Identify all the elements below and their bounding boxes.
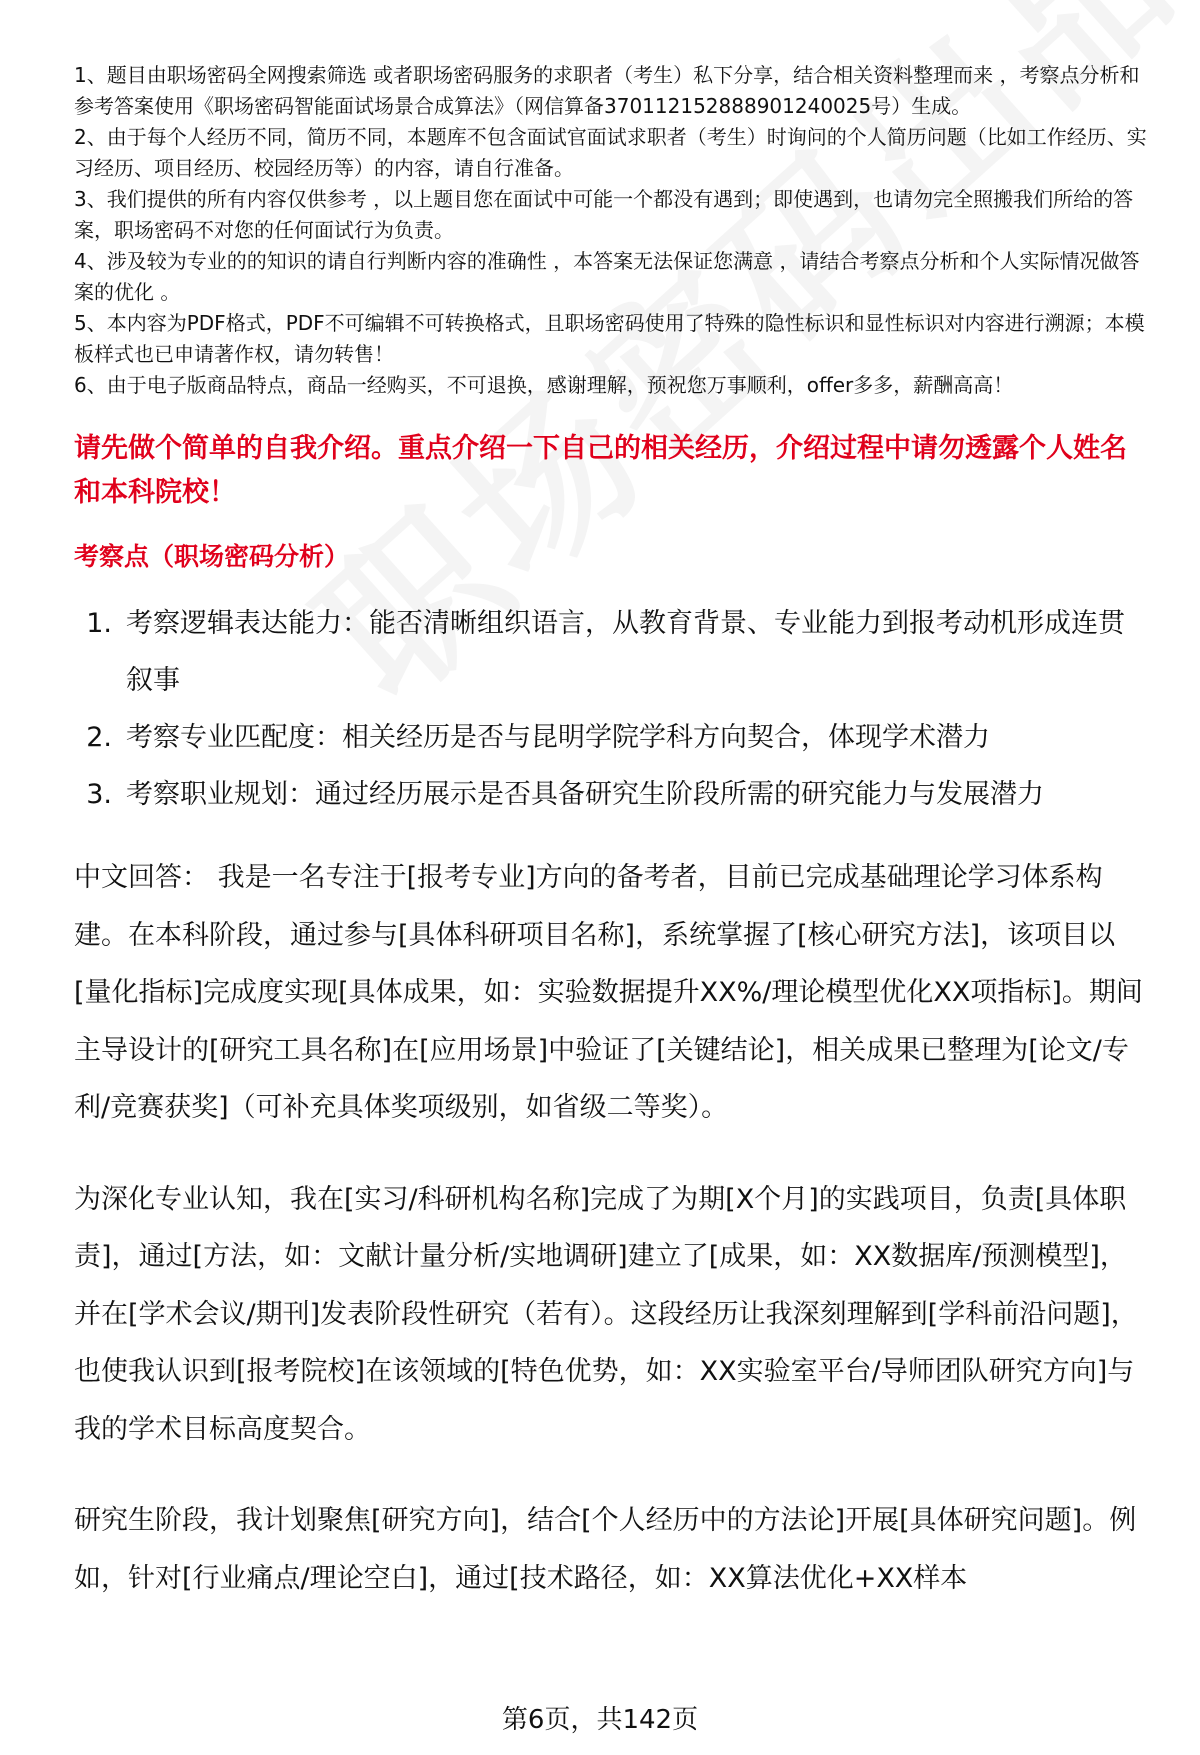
disclaimer-notes bbox=[74, 60, 1150, 401]
analysis-point bbox=[74, 595, 1150, 709]
point-number: 3. bbox=[86, 779, 112, 810]
point-number: 2. bbox=[86, 722, 112, 753]
disclaimer-note: 4、涉及较为专业的的知识的请自行判断内容的准确性 ，本答案无法保证您满意 ，请结合考察点分析和个人实际情况做答案的优化 。 bbox=[74, 249, 1140, 304]
analysis-heading: 考察点（职场密码分析） bbox=[74, 542, 350, 571]
point-number: 1. bbox=[86, 608, 112, 639]
disclaimer-note: 2、由于每个人经历不同，简历不同，本题库不包含面试官面试求职者（考生）时询问的个人简历问题（比如工作经历、实习经历、项目经历、校园经历等）的内容，请自行准备。 bbox=[74, 125, 1147, 180]
interview-question: 请先做个简单的自我介绍。重点介绍一下自己的相关经历，介绍过程中请勿透露个人姓名和本科院校！ bbox=[74, 433, 1127, 508]
page-number-footer: 第6页，共142页 bbox=[501, 1705, 699, 1735]
page-content bbox=[74, 60, 1150, 1607]
disclaimer-note: 5、本内容为PDF格式，PDF不可编辑不可转换格式，且职场密码使用了特殊的隐性标识和显性标识对内容进行溯源；本模板样式也已申请著作权，请勿转售！ bbox=[74, 311, 1145, 366]
answer-paragraph: 研究生阶段，我计划聚焦[研究方向]，结合[个人经历中的方法论]开展[具体研究问题]。例如，针对[行业痛点/理论空白]，通过[技术路径，如：XX算法优化+XX样本 bbox=[74, 1505, 1137, 1594]
point-text: 考察职业规划：通过经历展示是否具备研究生阶段所需的研究能力与发展潜力 bbox=[126, 779, 1044, 810]
disclaimer-note: 1、题目由职场密码全网搜索筛选 或者职场密码服务的求职者（考生）私下分享，结合相关资料整理而来 ，考察点分析和参考答案使用《职场密码智能面试场景合成算法》（网信算备370112152888901240025号）生成。 bbox=[74, 63, 1140, 118]
point-text: 考察专业匹配度：相关经历是否与昆明学院学科方向契合，体现学术潜力 bbox=[126, 722, 990, 753]
answer-paragraph: 中文回答： 我是一名专注于[报考专业]方向的备考者，目前已完成基础理论学习体系构建。在本科阶段，通过参与[具体科研项目名称]，系统掌握了[核心研究方法]，该项目以[量化指标]完成度实现[具体成果，如：实验数据提升XX%/理论模型优化XX项指标]。期间主导设计的[研究工具名称]在[应用场景]中验证了[关键结论]，相关成果已整理为[论文/专利/竞赛获奖]（可补充具体奖项级别，如省级二等奖）。 bbox=[74, 862, 1143, 1123]
answer-paragraph: 为深化专业认知，我在[实习/科研机构名称]完成了为期[X个月]的实践项目，负责[具体职责]，通过[方法，如：文献计量分析/实地调研]建立了[成果，如：XX数据库/预测模型]，并在[学术会议/期刊]发表阶段性研究（若有）。这段经历让我深刻理解到[学科前沿问题]，也使我认识到[报考院校]在该领域的[特色优势，如：XX实验室平台/导师团队研究方向]与我的学术目标高度契合。 bbox=[74, 1183, 1138, 1445]
analysis-points bbox=[74, 595, 1150, 823]
analysis-point bbox=[74, 766, 1150, 823]
point-text: 考察逻辑表达能力：能否清晰组织语言，从教育背景、专业能力到报考动机形成连贯叙事 bbox=[126, 608, 1125, 696]
disclaimer-note: 3、我们提供的所有内容仅供参考 ，以上题目您在面试中可能一个都没有遇到；即使遇到，也请勿完全照搬我们所给的答案，职场密码不对您的任何面试行为负责。 bbox=[74, 187, 1134, 242]
analysis-point bbox=[74, 709, 1150, 766]
disclaimer-note: 6、由于电子版商品特点，商品一经购买，不可退换，感谢理解，预祝您万事顺利，offer多多，薪酬高高！ bbox=[74, 373, 1014, 397]
